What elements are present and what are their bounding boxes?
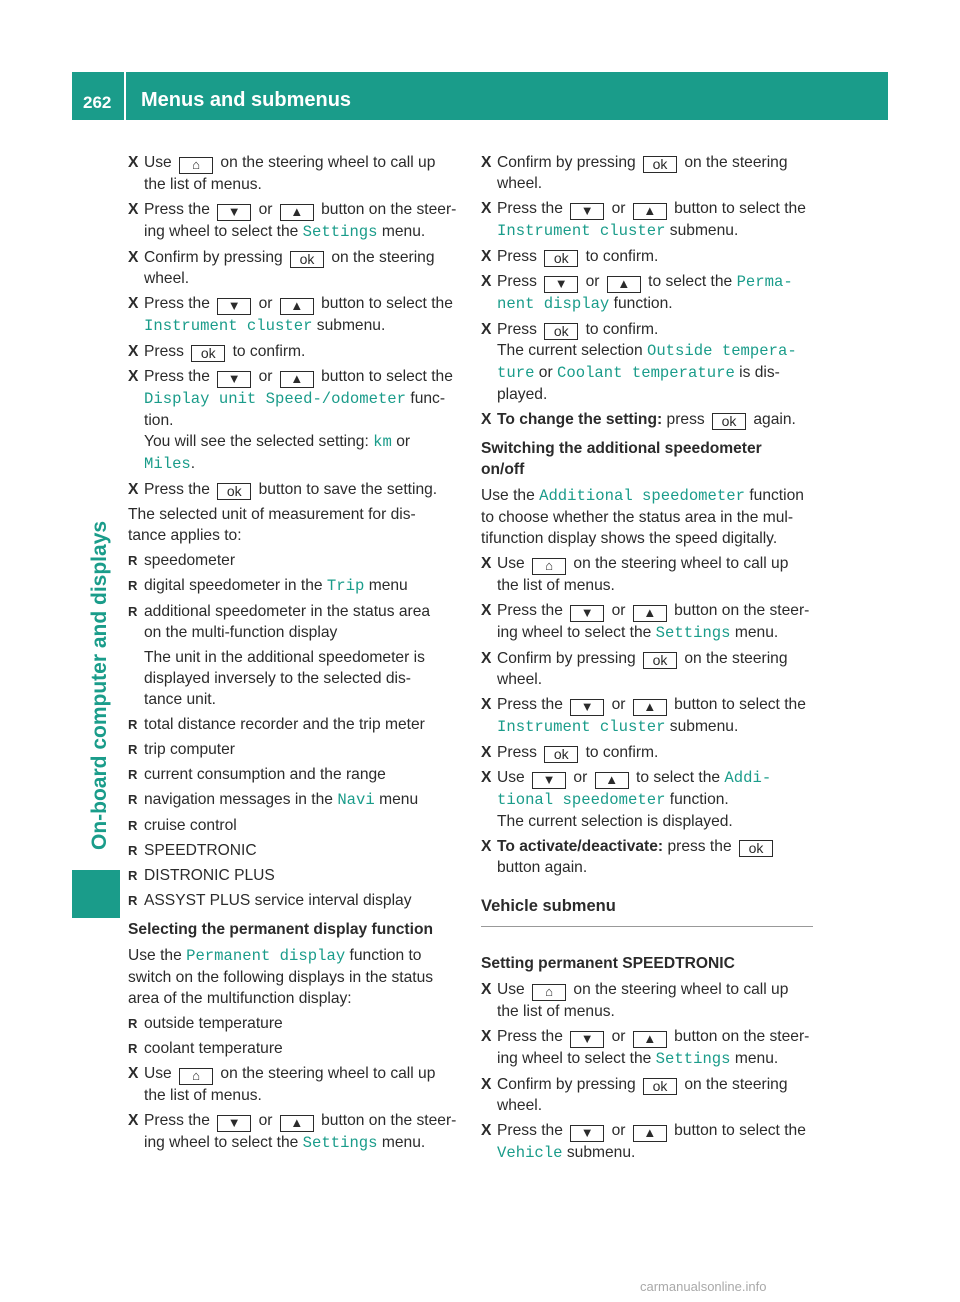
list-item: R total distance recorder and the trip meter (128, 716, 425, 733)
step-item: X Press the ▼ or ▲ button on the steer- ing wheel to select the Settings menu. (481, 602, 810, 642)
step-item: X Confirm by pressing ok on the steering wheel. (481, 154, 788, 192)
step-item: X Press the ▼ or ▲ button to select the Instrument cluster submenu. (128, 295, 453, 335)
menu-settings: Settings (655, 624, 731, 642)
header-divider (124, 72, 126, 120)
list-item: R SPEEDTRONIC (128, 842, 257, 859)
menu-settings: Settings (302, 1134, 378, 1152)
menu-additional-speedometer: Additional speedometer (539, 487, 745, 505)
home-icon: ⌂ (532, 558, 566, 575)
list-item: R ASSYST PLUS service interval display (128, 892, 412, 909)
ok-button-icon: ok (643, 1078, 677, 1095)
section-heading: Setting permanent SPEEDTRONIC (481, 955, 735, 972)
menu-display-unit: Display unit Speed-/odometer (144, 390, 407, 408)
list-item: R cruise control (128, 817, 237, 834)
menu-instrument-cluster: Instrument cluster (497, 718, 666, 736)
paragraph: The selected unit of measurement for dis- tance applies to: (128, 506, 416, 544)
down-arrow-icon: ▼ (217, 298, 251, 315)
step-item: X Press the ok button to save the setting. (128, 481, 438, 499)
menu-additional-speedometer: Addi‐ (724, 769, 772, 787)
step-item: X Press the ▼ or ▲ button on the steer- ing wheel to select the Settings menu. (128, 201, 457, 241)
up-arrow-icon: ▲ (633, 1031, 667, 1048)
step-item: X Press ok to confirm. (128, 343, 306, 361)
ok-button-icon: ok (217, 483, 251, 500)
ok-button-icon: ok (544, 323, 578, 340)
option-outside-temperature: ture (497, 364, 535, 382)
list-item: R additional speedometer in the status area on the multi-function display The unit in the additional speedometer is displayed inversely to the selected dis- tance unit. (128, 603, 431, 708)
step-item: X Use ⌂ on the steering wheel to call up the list of menus. (481, 981, 789, 1020)
setting-km: km (373, 433, 392, 451)
menu-instrument-cluster: Instrument cluster (144, 317, 313, 335)
menu-navi: Navi (337, 791, 375, 809)
list-item: R speedometer (128, 552, 236, 569)
up-arrow-icon: ▲ (280, 204, 314, 221)
menu-instrument-cluster: Instrument cluster (497, 222, 666, 240)
step-item: X Press the ▼ or ▲ button on the steer- ing wheel to select the Settings menu. (128, 1112, 457, 1152)
list-item: R trip computer (128, 741, 235, 758)
up-arrow-icon: ▲ (633, 1125, 667, 1142)
up-arrow-icon: ▲ (633, 203, 667, 220)
menu-vehicle: Vehicle (497, 1144, 563, 1162)
down-arrow-icon: ▼ (570, 1031, 604, 1048)
down-arrow-icon: ▼ (570, 605, 604, 622)
ok-button-icon: ok (544, 746, 578, 763)
menu-permanent-display: Permanent display (186, 947, 346, 965)
down-arrow-icon: ▼ (532, 772, 566, 789)
down-arrow-icon: ▼ (217, 204, 251, 221)
menu-trip: Trip (326, 577, 365, 595)
ok-button-icon: ok (712, 413, 746, 430)
up-arrow-icon: ▲ (280, 371, 314, 388)
list-item: R coolant temperature (128, 1040, 283, 1057)
side-tab (86, 170, 116, 850)
ok-button-icon: ok (739, 840, 773, 857)
up-arrow-icon: ▲ (607, 276, 641, 293)
option-outside-temperature: Outside tempera‐ (646, 342, 797, 360)
up-arrow-icon: ▲ (633, 605, 667, 622)
ok-button-icon: ok (643, 652, 677, 669)
step-item: X Confirm by pressing ok on the steering wheel. (481, 650, 788, 688)
step-item: X Use ▼ or ▲ to select the Addi‐ tional speedometer function. The current selection is displayed. (481, 769, 772, 830)
step-item: X Press ok to confirm. (481, 744, 659, 762)
list-item: R current consumption and the range (128, 766, 386, 783)
step-item: X To change the setting: press ok again. (481, 411, 796, 429)
section-heading: Switching the additional speedometer on/off (481, 440, 762, 478)
ok-button-icon: ok (643, 156, 677, 173)
step-item: X Press ok to confirm. The current selection Outside tempera‐ ture or Coolant temperature is dis- played. (481, 321, 797, 403)
menu-permanent-display: nent display (497, 295, 610, 313)
list-item: R digital speedometer in the Trip menu (128, 577, 408, 595)
side-tab-marker (72, 870, 120, 918)
step-item: X Press the ▼ or ▲ button to select the Display unit Speed-/odometer func- tion. You will see the selected setting: km or Miles. (128, 368, 453, 473)
step-item: X To activate/deactivate: press the ok button again. (481, 836, 813, 878)
left-column (128, 152, 464, 1158)
list-item: R navigation messages in the Navi menu (128, 791, 419, 809)
up-arrow-icon: ▲ (633, 699, 667, 716)
option-coolant-temperature: Coolant temperature (557, 364, 735, 382)
menu-additional-speedometer: tional speedometer (497, 791, 666, 809)
page-title: Menus and submenus (141, 89, 352, 111)
step-item: X Press the ▼ or ▲ button to select the Vehicle submenu. (481, 1122, 806, 1162)
section-heading: Selecting the permanent display function (128, 921, 433, 938)
menu-permanent-display: Perma‐ (736, 273, 793, 291)
menu-settings: Settings (302, 223, 378, 241)
ok-button-icon: ok (191, 345, 225, 362)
step-item: X Use ⌂ on the steering wheel to call up the list of menus. (128, 154, 436, 193)
down-arrow-icon: ▼ (544, 276, 578, 293)
up-arrow-icon: ▲ (595, 772, 629, 789)
step-item: X Press the ▼ or ▲ button on the steer- ing wheel to select the Settings menu. (481, 1028, 810, 1068)
paragraph: Use the Permanent display function to switch on the following displays in the status area of the multifunction display: (128, 947, 434, 1007)
step-item: X Press the ▼ or ▲ button to select the Instrument cluster submenu. (481, 696, 806, 736)
section-title-vehicle-submenu: Vehicle submenu (481, 896, 813, 927)
home-icon: ⌂ (179, 1068, 213, 1085)
down-arrow-icon: ▼ (570, 1125, 604, 1142)
step-item: X Press ▼ or ▲ to select the Perma‐ nent display function. (481, 273, 793, 313)
up-arrow-icon: ▲ (280, 1115, 314, 1132)
up-arrow-icon: ▲ (280, 298, 314, 315)
home-icon: ⌂ (179, 157, 213, 174)
down-arrow-icon: ▼ (570, 699, 604, 716)
down-arrow-icon: ▼ (570, 203, 604, 220)
setting-miles: Miles (144, 455, 191, 473)
menu-settings: Settings (655, 1050, 731, 1068)
page-number: 262 (83, 93, 112, 112)
step-item: X Press ok to confirm. (481, 248, 659, 266)
list-item: R DISTRONIC PLUS (128, 867, 275, 884)
side-tab-label: On-board computer and displays (88, 520, 111, 850)
paragraph: Use the Additional speedometer function to choose whether the status area in the mul- tifunction display shows the speed digitally. (481, 487, 804, 547)
ok-button-icon: ok (290, 251, 324, 268)
step-item: X Use ⌂ on the steering wheel to call up the list of menus. (128, 1065, 436, 1104)
step-item: X Confirm by pressing ok on the steering wheel. (128, 249, 435, 287)
ok-button-icon: ok (544, 250, 578, 267)
down-arrow-icon: ▼ (217, 371, 251, 388)
right-column (481, 152, 813, 1168)
step-item: X Use ⌂ on the steering wheel to call up the list of menus. (481, 555, 789, 594)
watermark: carmanualsonline.info (640, 1279, 767, 1294)
step-item: X Confirm by pressing ok on the steering wheel. (481, 1076, 788, 1114)
list-item: R outside temperature (128, 1015, 283, 1032)
step-item: X Press the ▼ or ▲ button to select the Instrument cluster submenu. (481, 200, 806, 240)
home-icon: ⌂ (532, 984, 566, 1001)
down-arrow-icon: ▼ (217, 1115, 251, 1132)
